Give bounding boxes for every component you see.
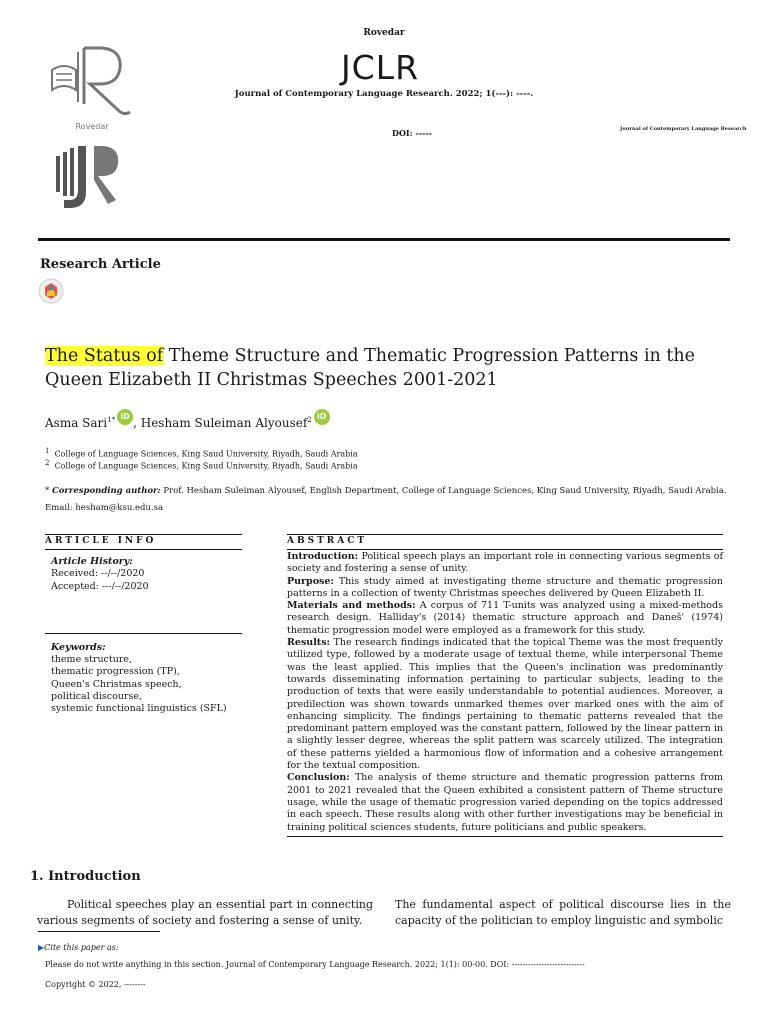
journal-abbreviation: JCLR (340, 48, 420, 87)
abstract-text: A corpus of 711 T-units was analyzed using a mixed-methods research design. Halliday's (2014) thematic structure approach and Daneš' (1974) thematic progression model were employed as a framework for this study. (287, 600, 723, 636)
article-info-heading: ARTICLE INFO (45, 536, 157, 546)
history-label: Article History: (51, 556, 133, 567)
abstract-conclusion (287, 772, 723, 833)
footnote-rule (38, 931, 160, 932)
keywords-label: Keywords: (51, 641, 106, 653)
authors-line (45, 409, 330, 430)
author-2[interactable]: , Hesham Suleiman Alyousef (133, 416, 308, 430)
affiliation-number: 2 (45, 459, 50, 467)
received-date: Received: --/--/2020 (51, 568, 145, 580)
jclr-logo (52, 142, 124, 214)
author-1-affiliation: 1* (107, 416, 116, 424)
title-highlight: The Status of (45, 346, 164, 366)
logo-caption: Rovedar (75, 122, 109, 131)
abstract-introduction (287, 551, 723, 576)
affiliation-2 (45, 459, 358, 471)
abstract-methods (287, 600, 723, 637)
header-rule (38, 238, 730, 241)
title-rest: Theme Structure and Thematic Progression Patterns in the Queen Elizabeth II Christmas Speeches 2001-2021 (45, 346, 696, 390)
intro-right-column: The fundamental aspect of political discourse lies in the capacity of the politician to employ linguistic and symbolic (395, 898, 731, 927)
crossmark-icon[interactable] (38, 278, 64, 304)
introduction-heading: 1. Introduction (30, 869, 141, 884)
copyright: Copyright © 2022, -------- (45, 980, 146, 989)
abstract-text: The research findings indicated that the topical Theme was the most frequently utilized type, followed by a moderate usage of textual theme, while interpersonal Theme was the least applied. This implies that the Queen's inclination was predominantly towards disseminating information pertaining to particular subjects, leading to the production of texts that were easily understandable to potential audiences. Moreover, a predilection was shown towards unmarked themes over marked ones with the aim of enhancing simplicity. The findings pertaining to thematic patterns revealed that the predominant pattern employed was the constant pattern, followed by the linear pattern in a slightly lesser degree, whereas the split pattern was scarcely utilized. The integration of these patterns yielded a harmonious flow of information and a cohesive arrangement for the textual composition. (287, 637, 723, 772)
cite-text: Please do not write anything in this section. Journal of Contemporary Language Research. 2022; 1(1): 00-00. DOI: --------------------------- (45, 960, 585, 969)
abstract-text: This study aimed at investigating theme structure and thematic progression patterns in a collection of twenty Christmas speeches delivered by Queen Elizabeth II. (287, 575, 723, 599)
keyword: political discourse, (51, 691, 142, 703)
keyword: theme structure, (51, 654, 133, 666)
abstract-purpose (287, 576, 723, 601)
orcid-icon[interactable]: iD (314, 409, 330, 425)
abstract-label: Introduction: (287, 551, 359, 562)
article-info-panel (45, 534, 242, 716)
abstract-text: The analysis of theme structure and thematic progression patterns from 2001 to 2021 revealed that the Queen exhibited a consistent pattern of Theme structure usage, while the usage of thematic progression varied depending on the topics addressed in each speech. These results along with other further investigations may be beneficial in training political sciences students, future politicians and public speakers. (287, 772, 723, 833)
intro-left-column: Political speeches play an essential part in connecting various segments of society and fostering a sense of unity. (37, 898, 373, 927)
abstract-heading: ABSTRACT (287, 536, 368, 546)
abstract-results (287, 637, 723, 772)
cite-label: ▶Cite this paper as: (38, 943, 119, 952)
accepted-date: Accepted: ---/--/2020 (51, 580, 149, 592)
affiliation-text: College of Language Sciences, King Saud University, Riyadh, Saudi Arabia (54, 449, 358, 459)
keyword: systemic functional linguistics (SFL) (51, 703, 227, 715)
rovedar-logo (44, 40, 140, 134)
journal-citation-line: Journal of Contemporary Language Research. 2022; 1(---): ----. (234, 89, 534, 99)
keyword: thematic progression (TP), (51, 666, 180, 678)
corresponding-author: * Corresponding author: Prof. Hesham Suleiman Alyousef, English Department, College of Language Sciences, King Saud University, Riyadh, Saudi Arabia. (45, 486, 727, 496)
article-type: Research Article (40, 257, 161, 272)
affiliation-text: College of Language Sciences, King Saud University, Riyadh, Saudi Arabia (54, 461, 358, 471)
affiliation-1 (45, 447, 358, 459)
abstract-label: Conclusion: (287, 772, 350, 784)
affiliation-number: 1 (45, 447, 50, 455)
corresponding-label: Corresponding author: (51, 486, 161, 496)
running-header: Journal of Contemporary Language Research (620, 126, 747, 132)
orcid-icon[interactable]: iD (117, 409, 133, 425)
abstract-label: Results: (287, 637, 331, 649)
author-2-affiliation: 2 (307, 416, 312, 424)
article-title (45, 344, 735, 392)
abstract-label: Purpose: (287, 575, 334, 587)
abstract-label: Materials and methods: (287, 600, 416, 612)
cite-label-text: Cite this paper as (44, 943, 116, 952)
abstract-panel (287, 534, 723, 837)
abstract-text: Political speech plays an important role in connecting various segments of society and fostering a sense of unity. (287, 551, 723, 575)
corresponding-text: Prof. Hesham Suleiman Alyousef, English Department, College of Language Sciences, King Saud University, Riyadh, Saudi Arabia. (160, 486, 727, 496)
doi-line: DOI: ----- (392, 128, 432, 138)
author-1[interactable]: Asma Sari (45, 416, 108, 430)
arrow-icon: ▶ (38, 943, 45, 952)
publisher-name: Rovedar (363, 28, 405, 38)
keyword: Queen's Christmas speech, (51, 678, 182, 690)
corresponding-email[interactable]: Email: hesham@ksu.edu.sa (45, 503, 164, 513)
